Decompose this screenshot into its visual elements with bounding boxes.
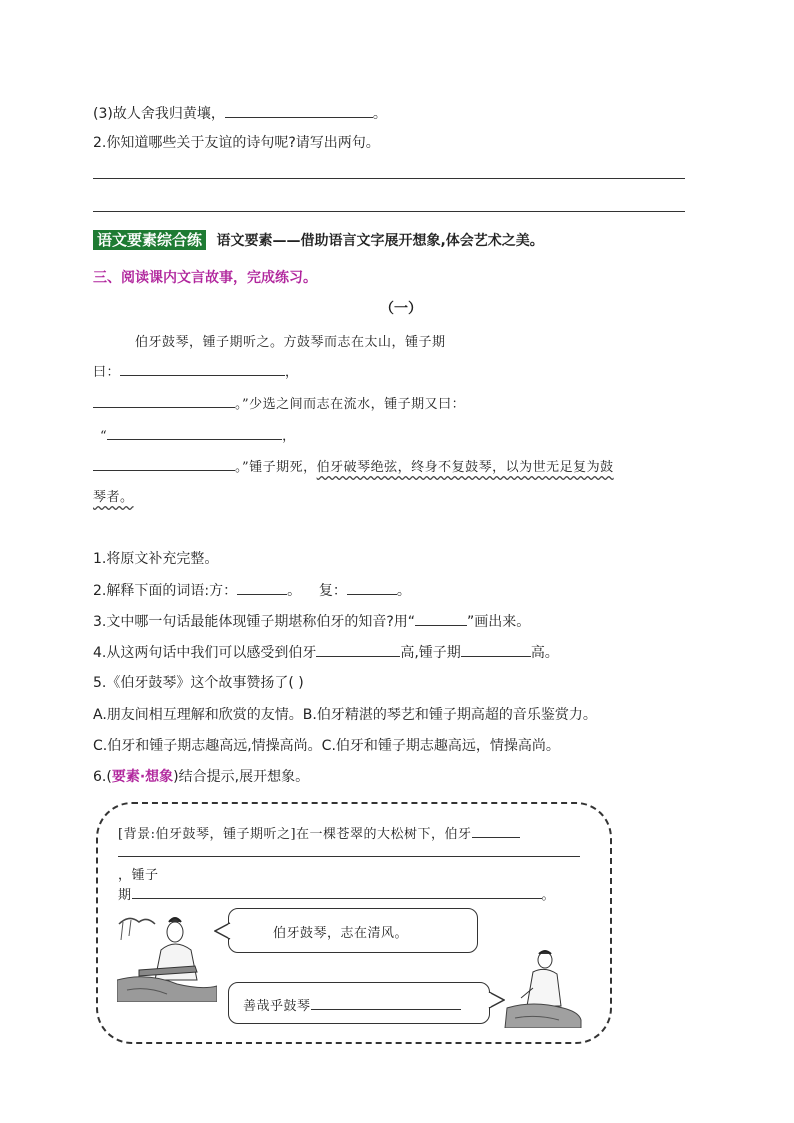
box-blank-1[interactable] (472, 823, 520, 838)
passage-blank-1[interactable] (120, 361, 285, 376)
section-description: 语文要素——借助语言文字展开想象,体会艺术之美。 (216, 233, 544, 249)
question-6: 6.(要素·想象)结合提示,展开想象。 (93, 769, 310, 785)
box-line-3: 期 。 (118, 884, 555, 903)
boya-playing-illustration (117, 910, 217, 1002)
passage-blank-2[interactable] (93, 393, 235, 408)
element-tag: 要素·想象 (111, 769, 174, 785)
underline-sample (415, 611, 467, 626)
passage-line-4: “ ， (100, 425, 296, 444)
answer-blank[interactable] (225, 103, 373, 118)
question-5: 5.《伯牙鼓琴》这个故事赞扬了( ) (93, 675, 304, 691)
passage-line-2: 曰： ， (93, 361, 299, 380)
blank-fang[interactable] (237, 580, 287, 595)
bubble-tail-left (214, 922, 232, 940)
passage-blank-4[interactable] (93, 456, 235, 471)
q3-fill-line: (3)故人舍我归黄壤， 。 (93, 103, 387, 124)
option-c-d: C.伯牙和锺子期志趣高远,情操高尚。C.伯牙和锺子期志趣高远，情操高尚。 (93, 738, 560, 754)
bubble-blank[interactable] (311, 995, 461, 1010)
ziqi-listening-illustration (503, 948, 583, 1028)
question-3: 3.文中哪一句话最能体现锺子期堪称伯牙的知音?用“ ”画出来。 (93, 611, 530, 632)
box-line-1: [背景:伯牙鼓琴，锺子期听之]在一棵苍翠的大松树下，伯牙 (118, 823, 520, 842)
q2-friendship-question: 2.你知道哪些关于友谊的诗句呢?请写出两句。 (93, 135, 380, 151)
blank-ziqi[interactable] (461, 642, 531, 657)
question-1: 1.将原文补充完整。 (93, 551, 219, 567)
blank-boya[interactable] (316, 642, 400, 657)
option-a-b: A.朋友间相互理解和欣赏的友情。B.伯牙精湛的琴艺和锺子期高超的音乐鉴赏力。 (93, 707, 597, 723)
box-blank-2[interactable] (132, 884, 542, 899)
speech-bubble-boya: 伯牙鼓琴，志在清风。 (228, 908, 478, 953)
passage-line-1: 伯牙鼓琴，锺子期听之。方鼓琴而志在太山，锺子期 (135, 335, 446, 350)
question-2: 2.解释下面的词语:方： 。 复： 。 (93, 580, 411, 601)
answer-line-2[interactable] (93, 211, 685, 212)
passage-line-6: 琴者。 (93, 490, 134, 505)
question-4: 4.从这两句话中我们可以感受到伯牙 高,锺子期 高。 (93, 642, 559, 663)
box-line-2: ，锺子 (118, 868, 159, 883)
box-answer-line[interactable] (118, 856, 580, 857)
section-tag: 语文要素综合练 (93, 230, 206, 250)
passage-line-5: 。”锺子期死，伯牙破琴绝弦，终身不复鼓琴，以为世无足复为鼓 (93, 456, 614, 475)
passage-label: （一） (380, 301, 422, 317)
section-header (93, 229, 544, 252)
answer-line-1[interactable] (93, 178, 685, 179)
speech-bubble-ziqi: 善哉乎鼓琴 (228, 982, 490, 1024)
blank-fu[interactable] (347, 580, 397, 595)
passage-blank-3[interactable] (107, 425, 282, 440)
passage-line-3: 。”少选之间而志在流水，锺子期又曰： (93, 393, 465, 412)
part3-title: 三、阅读课内文言故事，完成练习。 (93, 270, 317, 286)
